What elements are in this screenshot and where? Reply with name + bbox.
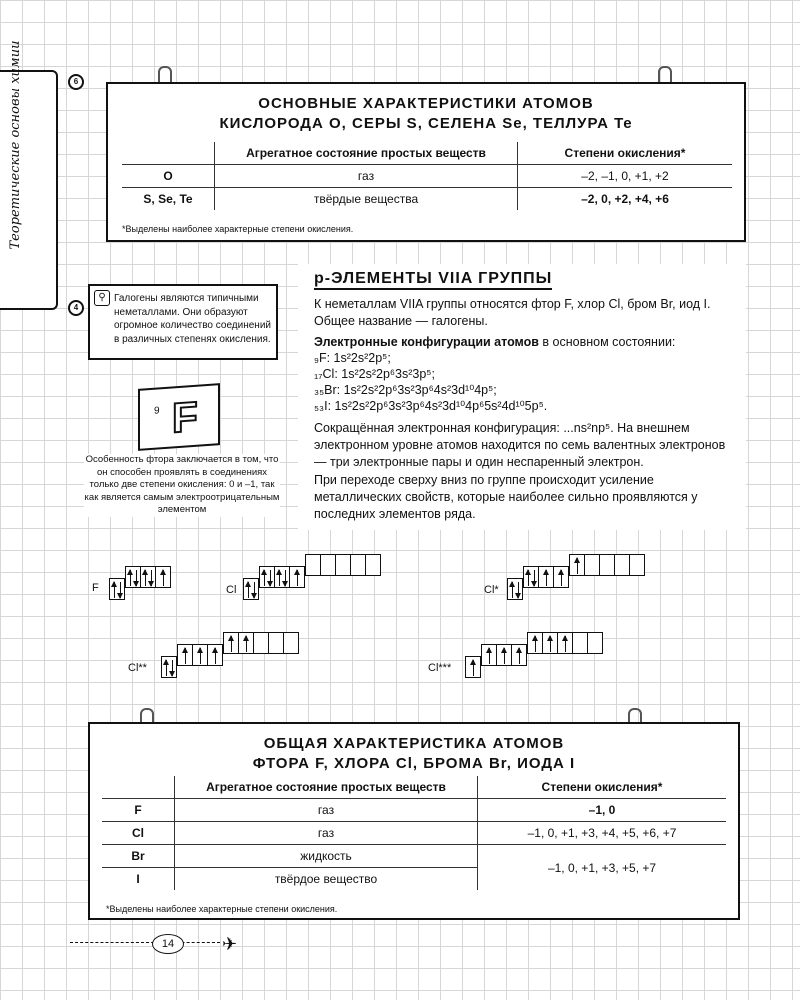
- orbital-cell: [207, 644, 223, 666]
- orbital-cell: [253, 632, 269, 654]
- spin-up-arrow-icon: [200, 648, 201, 664]
- orbital-cell: [155, 566, 171, 588]
- spin-up-arrow-icon: [565, 636, 566, 652]
- spin-down-arrow-icon: [120, 582, 121, 598]
- orbital-box-group: [260, 566, 305, 588]
- orbital-cell: [553, 566, 569, 588]
- spin-up-arrow-icon: [297, 570, 298, 586]
- spin-up-arrow-icon: [561, 570, 562, 586]
- config-br: ₃₅Br: 1s²2s²2p⁶3s²3p⁶4s²3d¹⁰4p⁵;: [314, 383, 497, 397]
- spin-up-arrow-icon: [535, 636, 536, 652]
- spin-down-arrow-icon: [172, 660, 173, 676]
- spin-down-arrow-icon: [136, 570, 137, 586]
- orbital-cell: [629, 554, 645, 576]
- orbital-box-group: [508, 578, 523, 600]
- orbital-cell: [365, 554, 381, 576]
- element-cell: F: [102, 799, 175, 822]
- table-header-row: [122, 142, 732, 165]
- spin-up-arrow-icon: [528, 570, 529, 586]
- fluorine-note: Особенность фтора заключается в том, что он способен проявлять в соединениях только две степени окисления: 0 и –1, так как является самым электроотрицательным элементом: [84, 454, 280, 515]
- spin-up-arrow-icon: [185, 648, 186, 664]
- orbital-cell: [599, 554, 615, 576]
- config-i: ₅₃I: 1s²2s²2p⁶3s²3p⁶4s²3d¹⁰4p⁶5s²4d¹⁰5p⁵.: [314, 399, 548, 413]
- orbital-cell: [274, 566, 290, 588]
- card-title-line2: КИСЛОРОДА O, СЕРЫ S, СЕЛЕНА Se, ТЕЛЛУРА Te: [219, 115, 633, 132]
- orbital-cell: [243, 578, 259, 600]
- orbital-cell: [305, 554, 321, 576]
- spin-up-arrow-icon: [512, 582, 513, 598]
- state-cell: жидкость: [175, 845, 478, 868]
- side-badge-bottom: 4: [68, 300, 84, 316]
- oxygen-group-card: [106, 82, 746, 242]
- tag-icon: ⚲: [94, 290, 110, 306]
- orbital-cell: [238, 632, 254, 654]
- spin-down-arrow-icon: [151, 570, 152, 586]
- orbital-cell: [542, 632, 558, 654]
- orbital-box-group: [110, 578, 125, 600]
- state-cell: твёрдое вещество: [175, 868, 478, 891]
- orbital-box-group: [162, 656, 177, 678]
- orbital-cell: [320, 554, 336, 576]
- spin-up-arrow-icon: [215, 648, 216, 664]
- orbital-box-group: [244, 578, 259, 600]
- orbital-cell: [350, 554, 366, 576]
- orbital-cell: [140, 566, 156, 588]
- footnote: *Выделены наиболее характерные степени окисления.: [106, 904, 338, 914]
- element-cell: Br: [102, 845, 175, 868]
- orbital-cell: [587, 632, 603, 654]
- spin-up-arrow-icon: [114, 582, 115, 598]
- footnote: *Выделены наиболее характерные степени окисления.: [122, 224, 354, 234]
- orbital-box-group: [306, 554, 381, 576]
- card-title-line1: ОБЩАЯ ХАРАКТЕРИСТИКА АТОМОВ: [263, 735, 565, 752]
- orbital-box-group: [528, 632, 603, 654]
- orbital-cell: [268, 632, 284, 654]
- page-number: 14: [152, 934, 184, 954]
- spin-down-arrow-icon: [518, 582, 519, 598]
- dashed-line: [70, 942, 220, 943]
- card-title-line2: ФТОРА F, ХЛОРА Cl, БРОМА Br, ИОДА I: [252, 755, 576, 772]
- orbital-cell: [223, 632, 239, 654]
- oxidation-cell: –1, 0, +1, +3, +4, +5, +6, +7: [478, 822, 727, 845]
- table-header-cell: [102, 776, 175, 799]
- orbital-cell: [335, 554, 351, 576]
- orbital-cell: [192, 644, 208, 666]
- orbital-cell: [557, 632, 573, 654]
- spin-down-arrow-icon: [254, 582, 255, 598]
- orbital-cell: [125, 566, 141, 588]
- spin-up-arrow-icon: [546, 570, 547, 586]
- orbital-label-cl-excited-2: Cl**: [128, 662, 147, 674]
- spin-up-arrow-icon: [166, 660, 167, 676]
- orbital-box-group: [224, 632, 299, 654]
- spin-up-arrow-icon: [577, 558, 578, 574]
- spin-up-arrow-icon: [550, 636, 551, 652]
- config-heading-rest: в основном состоянии:: [538, 335, 676, 349]
- state-cell: газ: [175, 822, 478, 845]
- orbital-box-group: [482, 644, 527, 666]
- atomic-number: 9: [154, 405, 160, 417]
- orbital-cell: [572, 632, 588, 654]
- table-header-row: [102, 776, 726, 799]
- orbital-box-group: [178, 644, 223, 666]
- table-row: [122, 165, 732, 188]
- orbital-cell: [283, 632, 299, 654]
- spin-up-arrow-icon: [264, 570, 265, 586]
- paragraph-short-config: Сокращённая электронная конфигурация: ...ns²np⁵. На внешнем электронном уровне атомов находится по семь валентных электронов — три электронные пары и один неспаренный электрон.: [314, 421, 726, 469]
- orbital-label-cl-excited-1: Cl*: [484, 584, 499, 596]
- table-row: [122, 188, 732, 211]
- orbital-cell: [584, 554, 600, 576]
- fluorine-tile: [138, 383, 220, 451]
- orbital-label-f: F: [92, 582, 99, 594]
- table-header-cell: Степени окисления*: [478, 776, 727, 799]
- orbital-cell: [507, 578, 523, 600]
- spin-up-arrow-icon: [145, 570, 146, 586]
- oxidation-cell: –2, –1, 0, +1, +2: [518, 165, 733, 188]
- element-symbol: F: [172, 392, 198, 442]
- table-header-cell: [122, 142, 215, 165]
- element-cell: Cl: [102, 822, 175, 845]
- element-cell: S, Se, Te: [122, 188, 215, 211]
- spin-up-arrow-icon: [130, 570, 131, 586]
- config-f: ₉F: 1s²2s²2p⁵;: [314, 351, 391, 365]
- spin-up-arrow-icon: [489, 648, 490, 664]
- orbital-label-cl: Cl: [226, 584, 237, 596]
- side-badge-top: 6: [68, 74, 84, 90]
- config-heading-bold: Электронные конфигурации атомов: [314, 335, 539, 349]
- orbital-cell: [569, 554, 585, 576]
- orbital-label-cl-excited-3: Cl***: [428, 662, 452, 674]
- spin-up-arrow-icon: [504, 648, 505, 664]
- orbital-box-group: [126, 566, 171, 588]
- spin-up-arrow-icon: [519, 648, 520, 664]
- section-title: p-ЭЛЕМЕНТЫ VIIA ГРУППЫ: [314, 270, 552, 290]
- orbital-cell: [523, 566, 539, 588]
- electron-config-heading: [314, 334, 734, 351]
- orbital-cell: [465, 656, 481, 678]
- orbital-cell: [527, 632, 543, 654]
- orbital-cell: [496, 644, 512, 666]
- orbital-cell: [259, 566, 275, 588]
- orbital-cell: [538, 566, 554, 588]
- spin-up-arrow-icon: [473, 660, 474, 676]
- orbital-cell: [109, 578, 125, 600]
- oxygen-group-table: [122, 142, 732, 210]
- paragraph-halogens: К неметаллам VIIA группы относятся фтор F, хлор Cl, бром Br, иод I. Общее название — галогены.: [314, 297, 711, 328]
- paragraph-trend: При переходе сверху вниз по группе происходит усиление металлических свойств, которые наиболее сильно проявляются у последних элементов ряда.: [314, 473, 698, 521]
- table-header-cell: Агрегатное состояние простых веществ: [215, 142, 518, 165]
- orbital-box-group: [524, 566, 569, 588]
- table-row: [102, 845, 726, 868]
- spin-up-arrow-icon: [246, 636, 247, 652]
- table-row: [102, 799, 726, 822]
- spin-down-arrow-icon: [534, 570, 535, 586]
- state-cell: твёрдые вещества: [215, 188, 518, 211]
- state-cell: газ: [175, 799, 478, 822]
- spin-up-arrow-icon: [163, 570, 164, 586]
- orbital-cell: [614, 554, 630, 576]
- oxidation-cell-merged: –1, 0, +1, +3, +5, +7: [478, 845, 727, 891]
- element-cell: O: [122, 165, 215, 188]
- orbital-box-group: [570, 554, 645, 576]
- table-header-cell: Агрегатное состояние простых веществ: [175, 776, 478, 799]
- side-section-title: Теоретические основы химии: [8, 40, 23, 250]
- oxidation-cell: –1, 0: [478, 799, 727, 822]
- spin-up-arrow-icon: [231, 636, 232, 652]
- card-title-line1: ОСНОВНЫЕ ХАРАКТЕРИСТИКИ АТОМОВ: [258, 95, 594, 112]
- halogen-table: [102, 776, 726, 890]
- oxidation-cell: –2, 0, +2, +4, +6: [518, 188, 733, 211]
- orbital-box-group: [466, 656, 481, 678]
- table-header-cell: Степени окисления*: [518, 142, 733, 165]
- spin-up-arrow-icon: [279, 570, 280, 586]
- spin-up-arrow-icon: [248, 582, 249, 598]
- halogen-note-box: [88, 284, 278, 360]
- orbital-cell: [161, 656, 177, 678]
- spin-down-arrow-icon: [270, 570, 271, 586]
- paper-plane-icon: ✈: [222, 934, 238, 954]
- halogen-note-text: Галогены являются типичными неметаллами. Они образуют огромное количество соединений в различных степенях окисления.: [114, 293, 271, 345]
- element-cell: I: [102, 868, 175, 891]
- state-cell: газ: [215, 165, 518, 188]
- halogen-card: [88, 722, 740, 920]
- config-cl: ₁₇Cl: 1s²2s²2p⁶3s²3p⁵;: [314, 367, 435, 381]
- orbital-cell: [177, 644, 193, 666]
- orbital-cell: [289, 566, 305, 588]
- table-row: [102, 822, 726, 845]
- orbital-cell: [481, 644, 497, 666]
- orbital-cell: [511, 644, 527, 666]
- spin-down-arrow-icon: [285, 570, 286, 586]
